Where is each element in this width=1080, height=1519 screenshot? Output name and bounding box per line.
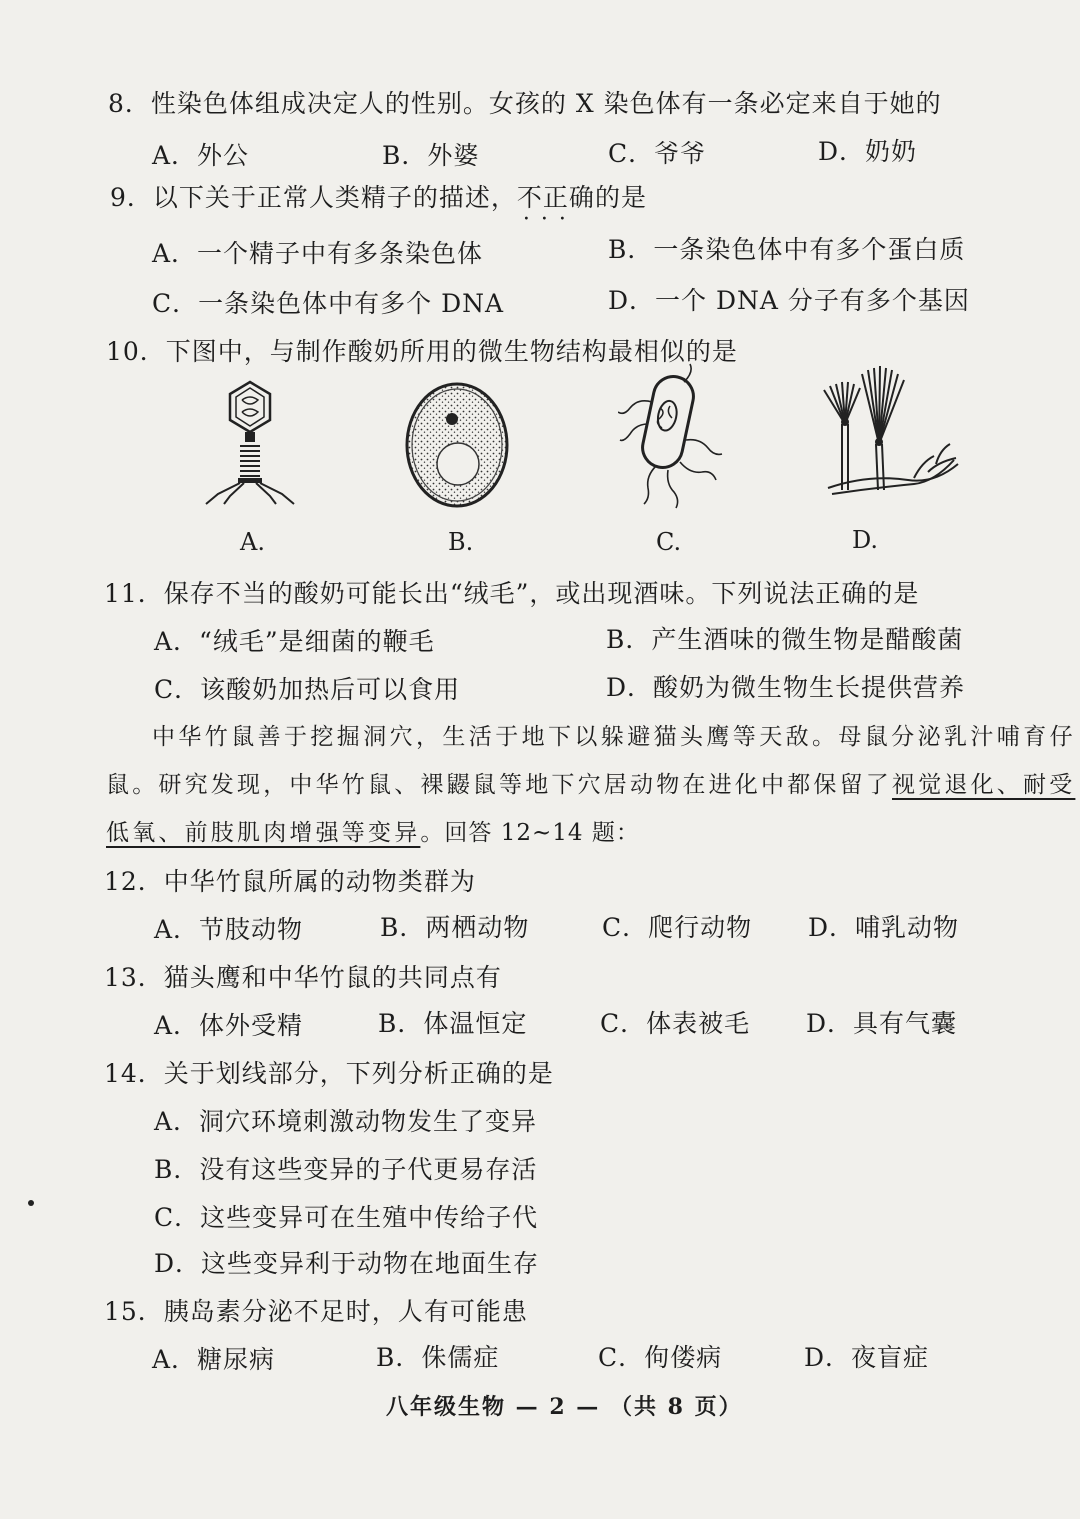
question-9-stem [110,178,647,214]
q13-option-a: A．体外受精 [154,1011,304,1040]
q12-option-a: A．节肢动物 [154,915,304,944]
q14-option-b: B．没有这些变异的子代更易存活 [154,1155,538,1184]
q11-option-a: A．“绒毛”是细菌的鞭毛 [154,627,435,656]
q14-option-c: C．这些变异可在生殖中传给子代 [154,1203,539,1232]
q15-option-d: D．夜盲症 [804,1343,930,1372]
q12-option-d: D．哺乳动物 [808,913,960,942]
q14-option-d: D．这些变异利于动物在地面生存 [154,1249,540,1278]
question-11-stem: 11．保存不当的酸奶可能长出“绒毛”，或出现酒味。下列说法正确的是 [104,579,920,608]
q15-option-c: C．佝偻病 [598,1343,723,1372]
figure-label-c: C. [656,528,682,556]
q13-option-c: C．体表被毛 [600,1009,751,1038]
q11-option-d: D．酸奶为微生物生长提供营养 [606,673,966,702]
q9-stem-pre: 9．以下关于正常人类精子的描述， [110,183,517,212]
q14-option-a: A．洞穴环境刺激动物发生了变异 [154,1107,538,1136]
question-8-stem: 8．性染色体组成决定人的性别。女孩的 X 染色体有一条必定来自于她的 [108,89,942,118]
bacterium-figure [618,362,728,512]
q15-option-b: B．侏儒症 [376,1343,500,1372]
question-14-stem: 14．关于划线部分，下列分析正确的是 [104,1059,554,1088]
q13-option-d: D．具有气囊 [806,1009,958,1038]
passage-underlined-2: 低氧、前肢肌肉增强等变异 [106,820,421,846]
q11-option-c: C．该酸奶加热后可以食用 [154,675,461,704]
question-13-stem: 13．猫头鹰和中华竹鼠的共同点有 [104,963,502,992]
scan-speck [28,1200,34,1206]
q8-option-d: D．奶奶 [818,137,918,166]
page-footer: 八年级生物 — 2 — （共 8 页） [386,1394,743,1420]
question-15-stem: 15．胰岛素分泌不足时，人有可能患 [104,1297,528,1326]
q9-option-d: D．一个 DNA 分子有多个基因 [608,286,970,315]
q8-option-b: B．外婆 [382,141,480,170]
yeast-cell-figure [402,380,512,510]
q9-option-b: B．一条染色体中有多个蛋白质 [608,235,966,264]
passage-line-2 [106,766,1075,799]
q9-stem-emphasis: 不正确 · · · [517,183,595,212]
passage-line-1: 中华竹鼠善于挖掘洞穴，生活于地下以躲避猫头鹰等天敌。母鼠分泌乳汁哺育仔 [152,724,1076,750]
figure-label-d: D. [852,526,879,554]
q9-option-a: A．一个精子中有多条染色体 [152,239,484,268]
q12-option-c: C．爬行动物 [602,913,753,942]
q13-option-b: B．体温恒定 [378,1009,528,1038]
passage-line-3 [106,814,640,847]
passage-line-2-text: 鼠。研究发现，中华竹鼠、裸鼹鼠等地下穴居动物在进化中都保留了 [106,772,892,798]
q15-option-a: A．糖尿病 [152,1345,276,1374]
q9-option-c: C．一条染色体中有多个 DNA [152,289,505,318]
mold-figure [818,360,968,505]
q11-option-b: B．产生酒味的微生物是醋酸菌 [606,625,964,654]
question-12-stem: 12．中华竹鼠所属的动物类群为 [104,867,476,896]
q9-stem-post: 的是 [594,183,647,212]
bacteriophage-figure [200,378,300,506]
question-10-stem: 10．下图中，与制作酸奶所用的微生物结构最相似的是 [106,337,738,366]
q12-option-b: B．两栖动物 [380,913,530,942]
q8-option-a: A．外公 [152,141,250,170]
q8-option-c: C．爷爷 [608,139,707,168]
passage-line-3-text: 。回答 12~14 题： [420,820,640,846]
figure-label-a: A. [240,528,265,556]
passage-underlined-1: 视觉退化、耐受 [892,772,1076,798]
figure-label-b: B. [448,528,474,556]
